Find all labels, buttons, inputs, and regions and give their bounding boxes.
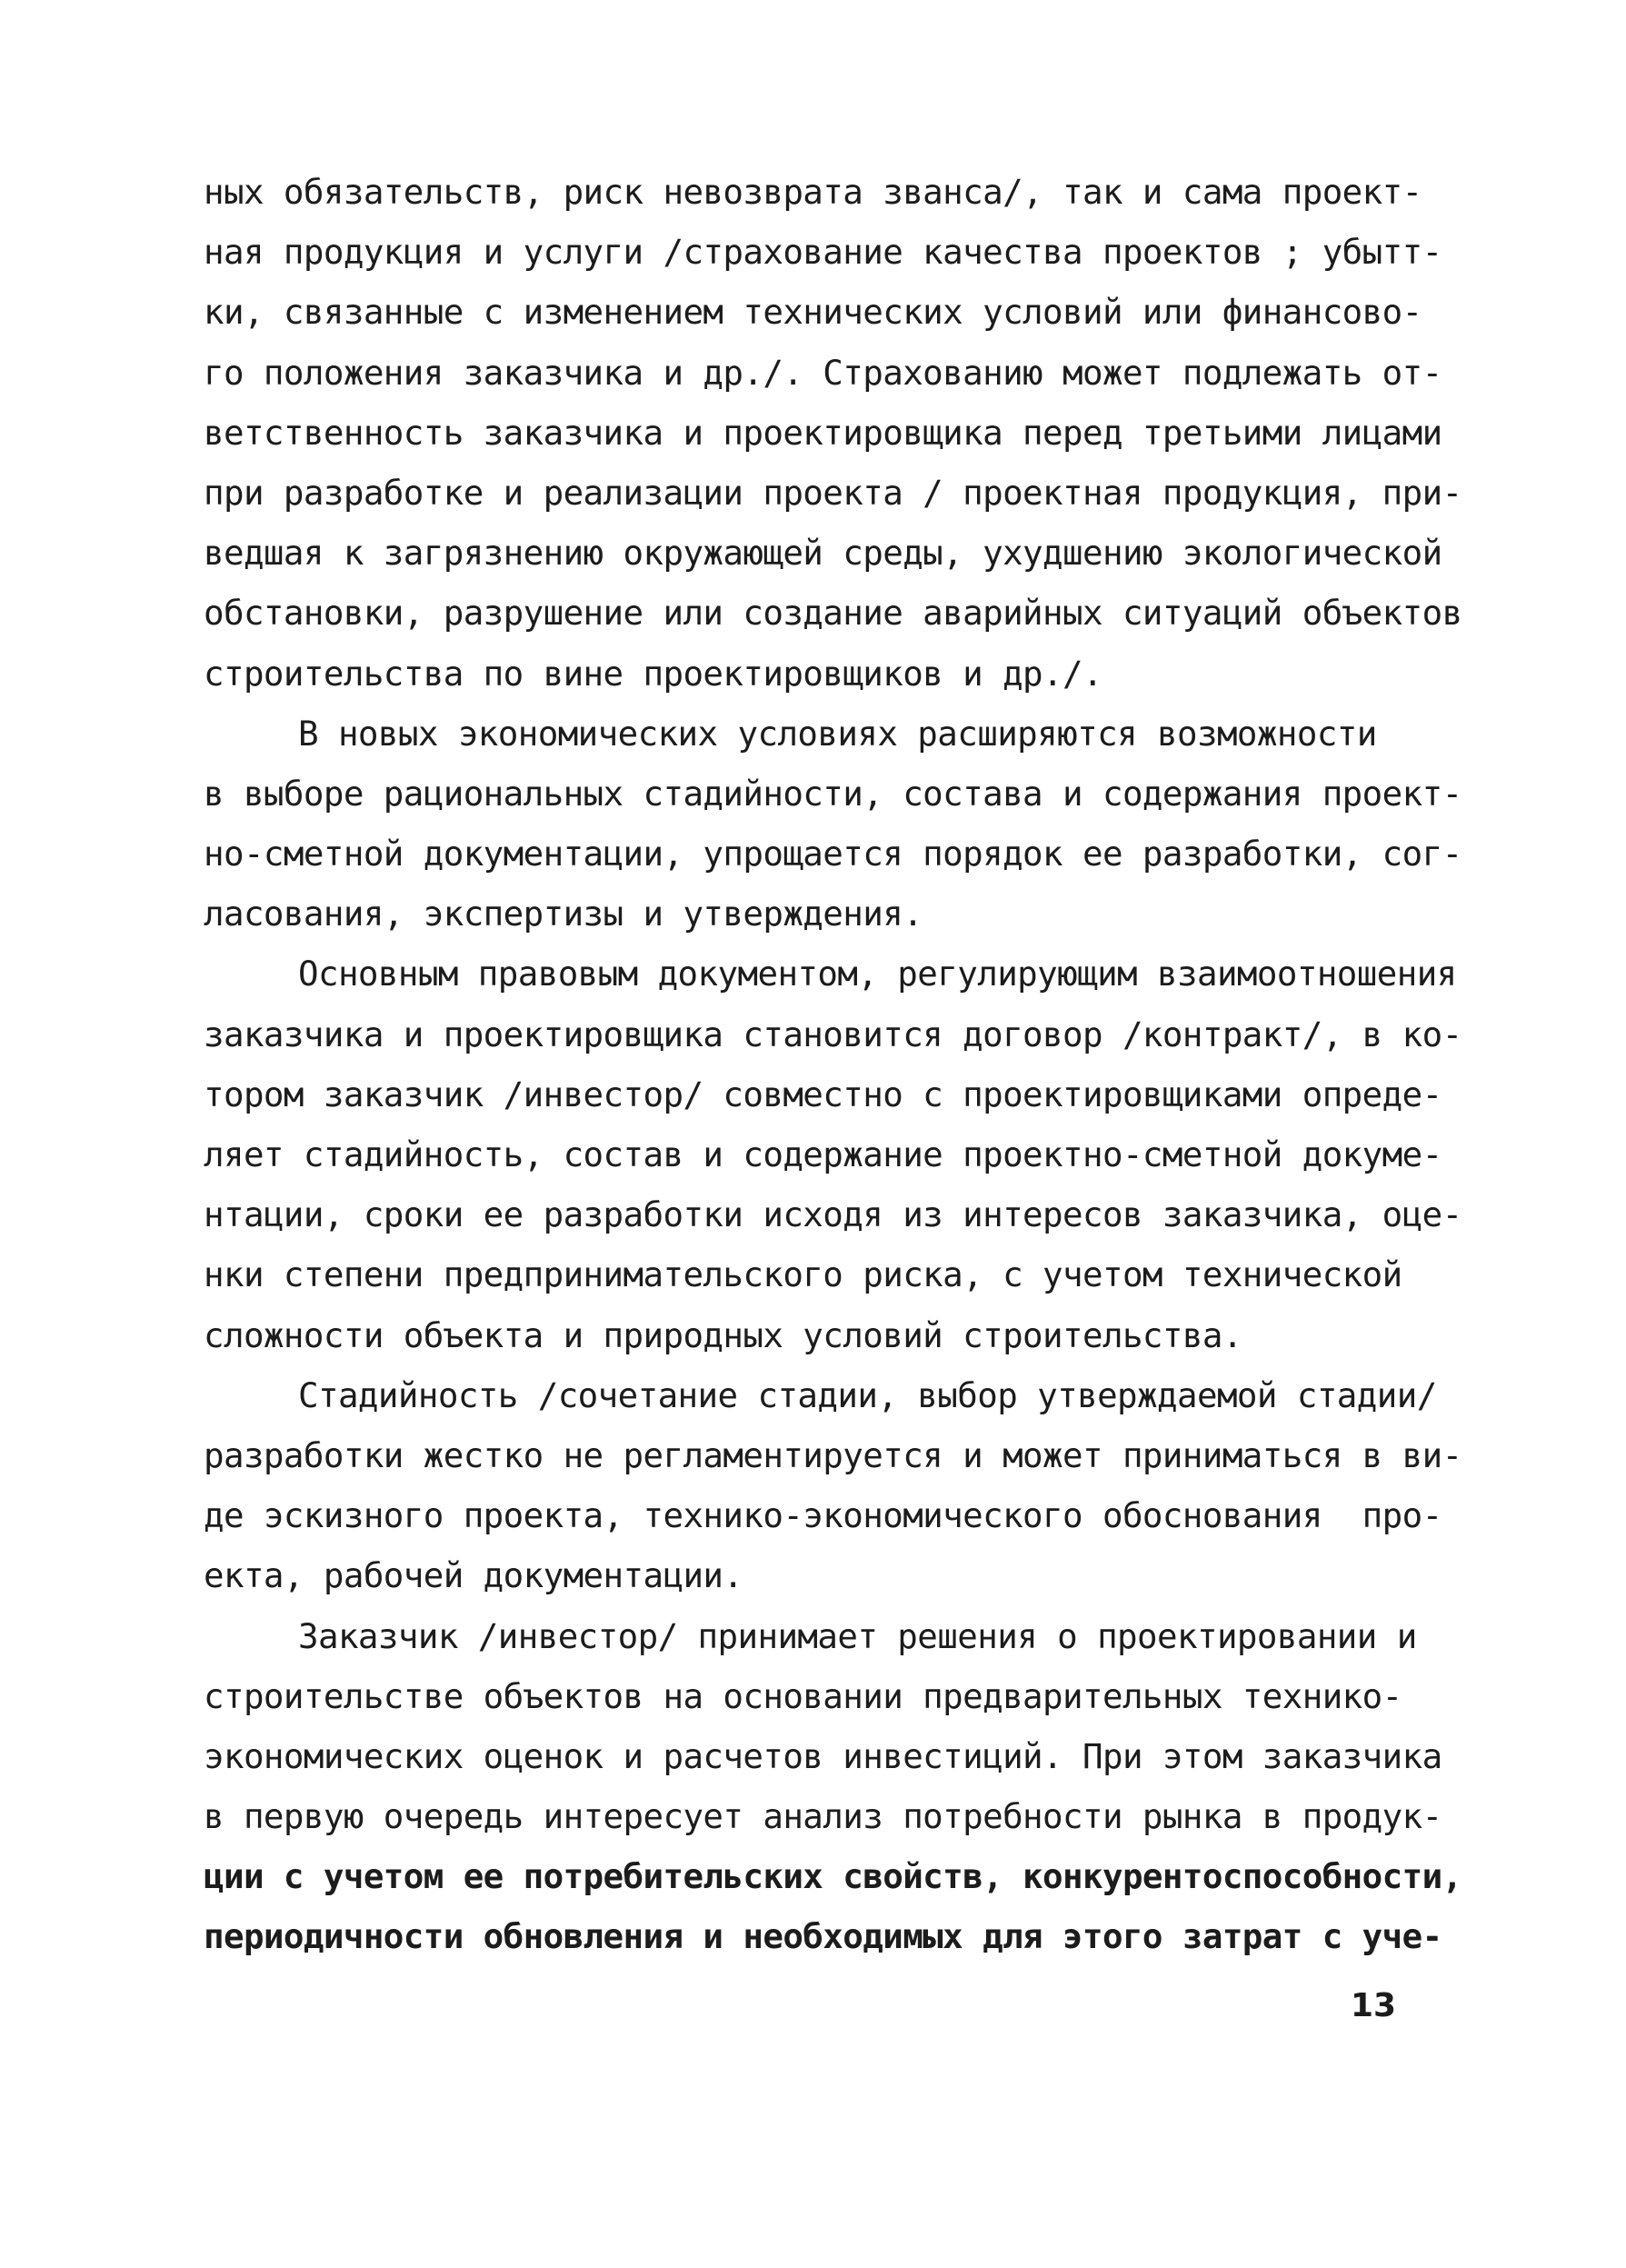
text-line: Основным правовым документом, регулирующим взаимоотношения — [298, 954, 1457, 994]
text-line: периодичности обновления и необходимых для этого затрат с уче- — [204, 1916, 1442, 1957]
paragraph-1 — [204, 162, 1462, 704]
text-line: в первую очередь интересует анализ потребности рынка в продук- — [204, 1796, 1442, 1837]
text-line: ласования, экспертизы и утверждения. — [204, 894, 923, 934]
text-line: тором заказчик /инвестор/ совместно с проектировщиками опреде- — [204, 1074, 1442, 1114]
text-line: ции с учетом ее потребительских свойств, конкурентоспособности, — [204, 1856, 1462, 1897]
text-line: го положения заказчика и др./. Страхованию может подлежать от- — [204, 352, 1442, 393]
text-line: в выборе рациональных стадийности, состава и содержания проект- — [204, 773, 1462, 814]
text-line: Стадийность /сочетание стадии, выбор утверждаемой стадии/ — [298, 1374, 1437, 1415]
text-line: ных обязательств, риск невозврата званса/, так и сама проект- — [204, 172, 1422, 212]
text-line: сложности объекта и природных условий строительства. — [204, 1314, 1242, 1355]
text-line: Заказчик /инвестор/ принимает решения о проектировании и — [298, 1615, 1417, 1656]
paragraph-5 — [204, 1606, 1462, 1967]
paragraph-2 — [204, 704, 1462, 944]
text-line: ная продукция и услуги /страхование качества проектов ; убытт- — [204, 232, 1442, 273]
text-line: В новых экономических условиях расширяются возможности — [298, 713, 1377, 754]
text-line: ведшая к загрязнению окружающей среды, ухудшению экологической — [204, 533, 1442, 574]
text-line: екта, рабочей документации. — [204, 1555, 743, 1596]
text-line: ляет стадийность, состав и содержание проектно-сметной докуме- — [204, 1134, 1442, 1174]
text-line: при разработке и реализации проекта / проектная продукция, при- — [204, 472, 1462, 513]
paragraph-4 — [204, 1365, 1462, 1606]
body-text — [204, 162, 1462, 1967]
text-line: заказчика и проектировщика становится договор /контракт/, в ко- — [204, 1014, 1462, 1054]
text-line: обстановки, разрушение или создание аварийных ситуаций объектов — [204, 593, 1462, 634]
text-line: ки, связанные с изменением технических условий или финансово- — [204, 292, 1422, 333]
text-line: но-сметной документации, упрощается порядок ее разработки, сог- — [204, 834, 1462, 874]
paragraph-3 — [204, 944, 1462, 1364]
text-line: де эскизного проекта, технико-экономического обоснования про- — [204, 1495, 1442, 1536]
text-line: ветственность заказчика и проектировщика перед третьими лицами — [204, 412, 1442, 453]
text-line: строительстве объектов на основании предварительных технико- — [204, 1675, 1402, 1716]
text-line: экономических оценок и расчетов инвестиций. При этом заказчика — [204, 1735, 1442, 1776]
page-number: 13 — [1351, 1987, 1397, 2024]
text-line: строительства по вине проектировщиков и др./. — [204, 653, 1102, 694]
text-line: нки степени предпринимательского риска, с учетом технической — [204, 1254, 1402, 1295]
text-line: разработки жестко не регламентируется и может приниматься в ви- — [204, 1434, 1462, 1475]
text-line: нтации, сроки ее разработки исходя из интересов заказчика, оце- — [204, 1194, 1462, 1235]
